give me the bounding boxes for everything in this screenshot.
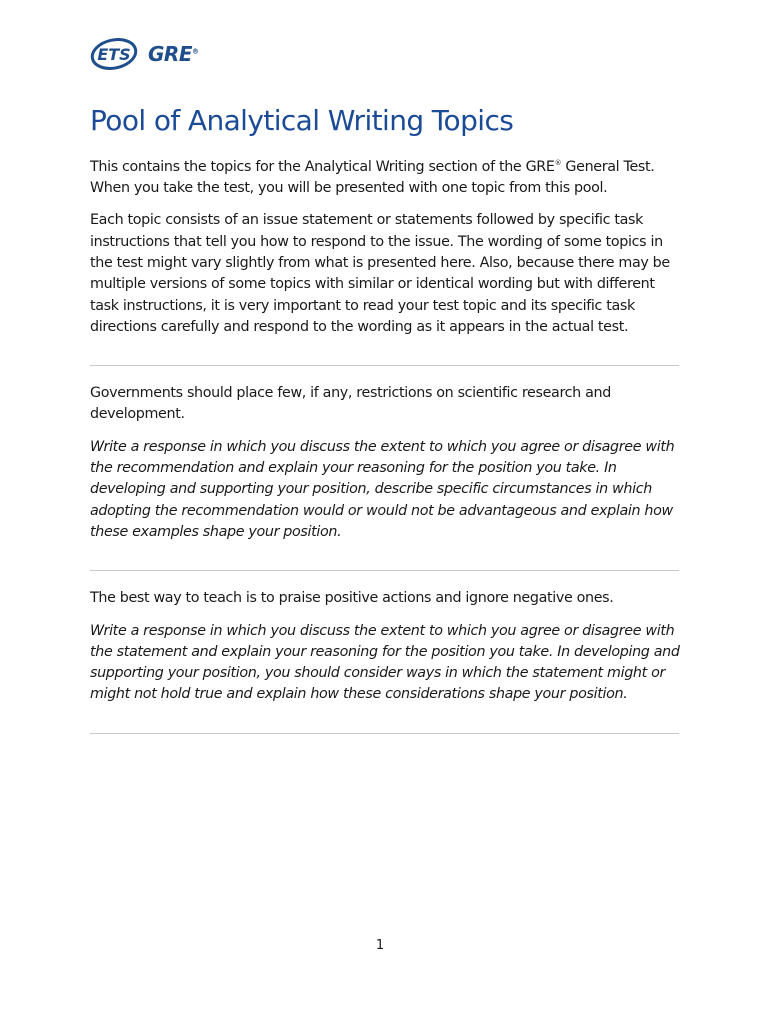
section-divider bbox=[90, 365, 679, 366]
document-content bbox=[90, 153, 680, 734]
topic-statement-1: Governments should place few, if any, restrictions on scientific research and development. bbox=[90, 385, 611, 423]
intro-paragraph-1: This contains the topics for the Analytical Writing section of the GRE® General Test. When you take the test, you will be presented with one topic from this pool. bbox=[90, 158, 655, 197]
ets-gre-logo bbox=[90, 34, 210, 74]
section-divider bbox=[90, 733, 679, 734]
section-divider bbox=[90, 570, 679, 571]
topic-statement-2: The best way to teach is to praise positive actions and ignore negative ones. bbox=[90, 590, 614, 607]
intro-paragraph-2: Each topic consists of an issue statement or statements followed by specific task instructions that tell you how to respond to the issue. The wording of some topics in the test might vary slightly from what is presented here. Also, because there may be multiple versions of some topics with similar or identical wording but with different task instructions, it is very important to read your test topic and its specific task directions carefully and respond to the wording as it appears in the actual test. bbox=[90, 212, 670, 335]
ets-logo-text: ETS bbox=[97, 45, 131, 64]
topic-instructions-2: Write a response in which you discuss the extent to which you agree or disagree with the statement and explain your reasoning for the position you take. In developing and supporting your position, you should consider ways in which the statement might or might not hold true and explain how these considerations shape your position. bbox=[90, 622, 680, 703]
topic-instructions-1: Write a response in which you discuss the extent to which you agree or disagree with the recommendation and explain your reasoning for the position you take. In developing and supporting your position, describe specific circumstances in which adopting the recommendation would or would not be advantageous and explain how these examples shape your position. bbox=[90, 438, 675, 540]
ets-logo-icon bbox=[90, 36, 142, 72]
gre-logo-text: GRE® bbox=[148, 42, 199, 66]
page-title: Pool of Analytical Writing Topics bbox=[90, 104, 514, 137]
page-number: 1 bbox=[375, 938, 385, 953]
